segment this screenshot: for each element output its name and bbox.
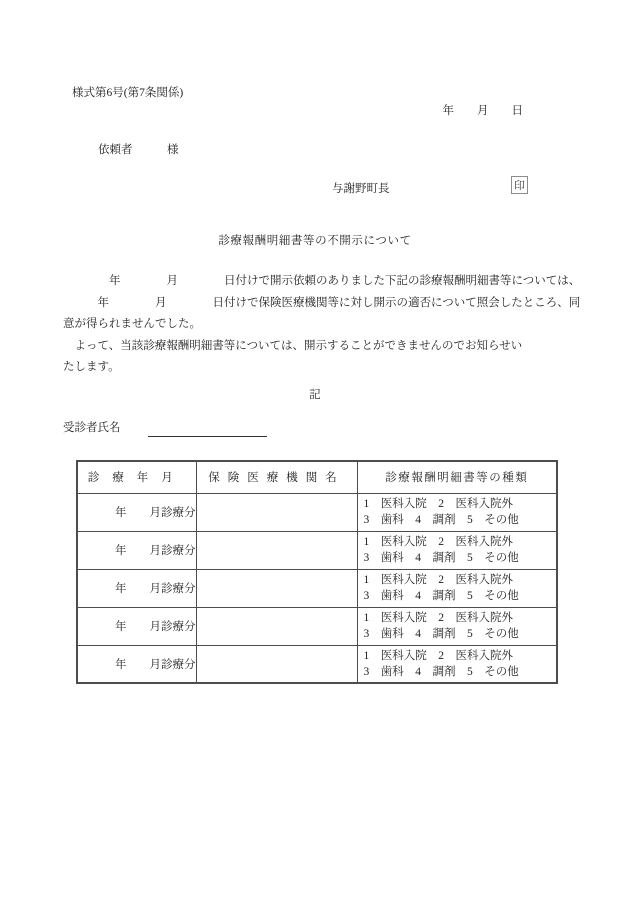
page-title: 診療報酬明細書等の不開示について [218, 235, 412, 247]
disclosure-table-header [77, 461, 557, 493]
disclosure-table-body [77, 493, 557, 683]
table-row [77, 493, 557, 531]
body-paragraph [63, 271, 583, 379]
header-medical-institution: 保険医療機関名 [196, 461, 357, 493]
types-cell [357, 645, 557, 683]
institution-cell [196, 607, 357, 645]
body-line: たします。 [63, 361, 120, 373]
types-cell [357, 569, 557, 607]
table-row [77, 531, 557, 569]
types-line-1: 1 医科入院 2 医科入院外 [363, 649, 513, 662]
types-line-1: 1 医科入院 2 医科入院外 [363, 536, 513, 548]
institution-cell [196, 569, 357, 607]
table-row [77, 569, 557, 607]
types-line-2: 3 歯科 4 調剤 5 その他 [363, 514, 519, 526]
period-cell: 年 月診療分 [77, 493, 196, 531]
header-treatment-period: 診療年月 [77, 461, 196, 493]
period-cell: 年 月診療分 [77, 569, 196, 607]
header-statement-type: 診療報酬明細書等の種類 [357, 461, 557, 493]
table-row [77, 607, 557, 645]
body-line: 意が得られませんでした。 [63, 318, 201, 330]
types-cell [357, 607, 557, 645]
date-line: 年 月 日 [442, 105, 523, 117]
table-header-row [77, 461, 557, 493]
types-line-2: 3 歯科 4 調剤 5 その他 [363, 552, 519, 564]
period-cell: 年 月診療分 [77, 645, 196, 683]
body-line: よって、当該診療報酬明細書等については、開示することができませんのでお知らせい [63, 339, 523, 352]
body-line: 年 月 日付けで保険医療機関等に対し開示の適否について照会したところ、同 [63, 296, 581, 309]
patient-name-label: 受診者氏名 [63, 422, 121, 434]
institution-cell [196, 531, 357, 569]
disclosure-table [76, 460, 558, 684]
institution-cell [196, 645, 357, 683]
types-cell [357, 493, 557, 531]
table-row [77, 645, 557, 683]
addressee-line: 依頼者 様 [98, 144, 179, 156]
form-number-label: 様式第6号(第7条関係) [72, 87, 184, 99]
institution-cell [196, 493, 357, 531]
types-line-1: 1 医科入院 2 医科入院外 [363, 574, 513, 586]
types-line-2: 3 歯科 4 調剤 5 その他 [363, 590, 519, 602]
types-cell [357, 531, 557, 569]
period-cell: 年 月診療分 [77, 607, 196, 645]
types-line-1: 1 医科入院 2 医科入院外 [363, 612, 513, 624]
types-line-2: 3 歯科 4 調剤 5 その他 [363, 665, 519, 678]
patient-name-fill-line [148, 422, 267, 437]
types-line-1: 1 医科入院 2 医科入院外 [363, 498, 513, 510]
types-line-2: 3 歯科 4 調剤 5 その他 [363, 628, 519, 640]
body-line: 年 月 日付けで開示依頼のありました下記の診療報酬明細書等については、 [63, 275, 581, 287]
mayor-title: 与謝野町長 [332, 183, 390, 195]
record-mark: 記 [309, 389, 321, 401]
seal-stamp: 印 [511, 176, 528, 194]
period-cell: 年 月診療分 [77, 531, 196, 569]
